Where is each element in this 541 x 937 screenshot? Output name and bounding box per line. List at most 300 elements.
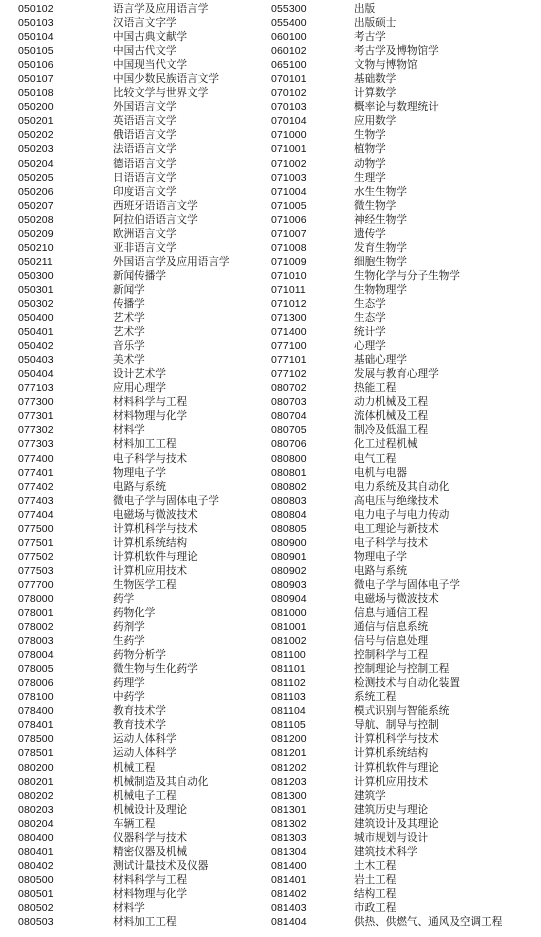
list-item [271, 381, 539, 395]
subject-code: 078003 [18, 635, 54, 648]
subject-code: 050201 [18, 115, 54, 128]
list-item [271, 676, 539, 690]
list-item [271, 620, 539, 634]
subject-code: 080703 [271, 396, 307, 409]
list-item [18, 311, 268, 325]
subject-name: 生物物理学 [354, 283, 407, 296]
subject-name: 材料学 [113, 424, 145, 437]
list-item [18, 676, 268, 690]
subject-name: 汉语言文字学 [113, 17, 177, 30]
subject-name: 中药学 [113, 691, 145, 704]
subject-name: 通信与信息系统 [354, 621, 429, 634]
subject-code: 081404 [271, 916, 307, 929]
list-item [18, 761, 268, 775]
left-column [18, 2, 268, 929]
subject-name: 细胞生物学 [354, 255, 407, 268]
list-item [271, 213, 539, 227]
list-item [271, 466, 539, 480]
subject-code: 077100 [271, 340, 307, 353]
subject-name: 控制理论与控制工程 [354, 663, 450, 676]
list-item [271, 241, 539, 255]
subject-name: 外国语言学及应用语言学 [113, 255, 230, 268]
list-item [18, 578, 268, 592]
subject-code: 080706 [271, 438, 307, 451]
subject-name: 心理学 [354, 340, 386, 353]
list-item [271, 72, 539, 86]
subject-code: 080704 [271, 410, 307, 423]
subject-name: 建筑技术科学 [354, 845, 418, 858]
list-item [18, 873, 268, 887]
subject-name: 计算机应用技术 [113, 564, 188, 577]
subject-name: 物理电子学 [354, 550, 407, 563]
subject-name: 药学 [113, 592, 135, 605]
list-item [18, 634, 268, 648]
subject-code: 071012 [271, 297, 307, 310]
list-item [18, 803, 268, 817]
list-item [18, 423, 268, 437]
list-item [271, 648, 539, 662]
list-item [18, 452, 268, 466]
subject-name: 电路与系统 [113, 480, 166, 493]
list-item [18, 325, 268, 339]
subject-code: 078002 [18, 621, 54, 634]
list-item [271, 311, 539, 325]
subject-name: 市政工程 [354, 902, 397, 914]
list-item [271, 564, 539, 578]
subject-name: 运动人体科学 [113, 747, 177, 760]
list-item [18, 508, 268, 522]
subject-code: 077503 [18, 564, 54, 577]
list-item [271, 578, 539, 592]
subject-name: 新闻学 [113, 283, 145, 296]
subject-name: 药剂学 [113, 621, 145, 634]
subject-name: 德语语言文学 [113, 157, 177, 170]
list-item [271, 690, 539, 704]
list-item [271, 480, 539, 494]
subject-code: 050108 [18, 87, 54, 100]
subject-name: 考古学及博物馆学 [354, 45, 439, 58]
subject-name: 文物与博物馆 [354, 59, 418, 72]
subject-name: 电磁场与微波技术 [354, 592, 439, 605]
subject-code: 050200 [18, 101, 54, 114]
subject-code: 071006 [271, 213, 307, 226]
subject-code: 081105 [271, 719, 306, 732]
list-item [18, 845, 268, 859]
list-item [271, 227, 539, 241]
subject-code: 080802 [271, 480, 307, 493]
subject-code: 081202 [271, 761, 307, 774]
list-item [18, 775, 268, 789]
subject-name: 流体机械及工程 [354, 410, 429, 423]
subject-name: 材料科学与工程 [113, 396, 188, 409]
subject-code: 080705 [271, 424, 307, 437]
subject-name: 应用数学 [354, 115, 397, 128]
subject-name: 土木工程 [354, 859, 397, 872]
subject-code: 078001 [18, 607, 54, 620]
subject-name: 法语语言文学 [113, 143, 177, 156]
list-item [271, 761, 539, 775]
list-item [271, 789, 539, 803]
subject-name: 制冷及低温工程 [354, 424, 429, 437]
subject-name: 传播学 [113, 297, 145, 310]
subject-name: 药物分析学 [113, 649, 166, 662]
subject-name: 微电子学与固体电子学 [113, 494, 219, 507]
list-item [271, 437, 539, 451]
subject-code: 077404 [18, 508, 54, 521]
subject-name: 生态学 [354, 312, 386, 325]
list-item [18, 199, 268, 213]
subject-code: 050211 [18, 255, 53, 268]
list-item [18, 522, 268, 536]
list-item [271, 606, 539, 620]
list-item [271, 44, 539, 58]
subject-code: 077501 [18, 536, 54, 549]
subject-code: 080501 [18, 887, 54, 900]
subject-code: 081001 [271, 621, 307, 634]
subject-code: 050206 [18, 185, 54, 198]
subject-name: 概率论与数理统计 [354, 101, 439, 114]
subject-code: 080702 [271, 382, 307, 395]
subject-name: 微生物与生化药学 [113, 663, 198, 676]
subject-code: 078005 [18, 663, 54, 676]
subject-name: 车辆工程 [113, 817, 156, 830]
subject-name: 机械制造及其自动化 [113, 775, 209, 788]
list-item [18, 494, 268, 508]
subject-code: 077302 [18, 424, 54, 437]
subject-code: 050209 [18, 227, 54, 240]
subject-code: 080900 [271, 536, 307, 549]
list-item [18, 213, 268, 227]
subject-name: 生态学 [354, 297, 386, 310]
subject-code: 077700 [18, 578, 54, 591]
list-item [271, 536, 539, 550]
list-item [18, 662, 268, 676]
list-item [271, 128, 539, 142]
subject-code: 078400 [18, 705, 54, 718]
subject-code: 080401 [18, 845, 54, 858]
subject-code: 081201 [271, 747, 307, 760]
subject-name: 材料加工工程 [113, 916, 177, 929]
subject-code: 050208 [18, 213, 54, 226]
list-item [271, 269, 539, 283]
list-item [271, 114, 539, 128]
list-item [18, 831, 268, 845]
list-item [18, 466, 268, 480]
subject-code: 077103 [18, 382, 54, 395]
subject-code: 081301 [271, 803, 307, 816]
subject-code: 081103 [271, 691, 306, 704]
subject-code: 077502 [18, 550, 54, 563]
list-item [18, 339, 268, 353]
subject-name: 计算机科学与技术 [354, 733, 439, 746]
subject-code: 050104 [18, 31, 54, 44]
subject-code: 081104 [271, 705, 306, 718]
subject-name: 物理电子学 [113, 466, 166, 479]
list-item [271, 325, 539, 339]
list-item [271, 283, 539, 297]
subject-code: 050302 [18, 297, 54, 310]
subject-code: 050403 [18, 354, 54, 367]
subject-code: 078006 [18, 677, 54, 690]
subject-name: 设计艺术学 [113, 368, 166, 381]
list-item [271, 2, 539, 16]
list-item [18, 592, 268, 606]
subject-code: 081200 [271, 733, 307, 746]
subject-code: 071300 [271, 312, 307, 325]
subject-name: 模式识别与智能系统 [354, 705, 450, 718]
subject-name: 中国古典文献学 [113, 31, 188, 44]
subject-code: 071007 [271, 227, 307, 240]
subject-code: 081402 [271, 887, 307, 900]
subject-name: 生药学 [113, 635, 145, 648]
subject-code: 078500 [18, 733, 54, 746]
list-item [18, 817, 268, 831]
list-item [18, 353, 268, 367]
subject-code: 070103 [271, 101, 307, 114]
subject-code: 050102 [18, 3, 54, 15]
subject-name: 系统工程 [354, 691, 397, 704]
subject-name: 植物学 [354, 143, 386, 156]
subject-code: 070104 [271, 115, 307, 128]
subject-code: 077400 [18, 452, 54, 465]
subject-name: 生理学 [354, 171, 386, 184]
subject-name: 检测技术与自动化装置 [354, 677, 460, 690]
subject-code: 080200 [18, 761, 54, 774]
list-item [18, 157, 268, 171]
subject-code: 071001 [271, 143, 307, 156]
list-item [271, 634, 539, 648]
list-item [271, 718, 539, 732]
list-item [271, 550, 539, 564]
list-item [18, 100, 268, 114]
subject-code: 080803 [271, 494, 307, 507]
list-item [18, 536, 268, 550]
list-item [271, 873, 539, 887]
subject-name: 艺术学 [113, 312, 145, 325]
subject-code: 050106 [18, 59, 54, 72]
subject-code: 071002 [271, 157, 307, 170]
list-item [271, 423, 539, 437]
list-item [271, 831, 539, 845]
subject-name: 出版 [354, 3, 376, 15]
right-column [271, 2, 539, 929]
subject-code: 050203 [18, 143, 54, 156]
list-item [18, 620, 268, 634]
list-item [271, 494, 539, 508]
subject-name: 中国少数民族语言文学 [113, 73, 219, 86]
list-item [271, 409, 539, 423]
list-item [18, 58, 268, 72]
subject-code: 050204 [18, 157, 54, 170]
subject-name: 水生生物学 [354, 185, 407, 198]
list-item [18, 395, 268, 409]
list-item [18, 732, 268, 746]
subject-name: 基础心理学 [354, 354, 407, 367]
subject-name: 信号与信息处理 [354, 635, 429, 648]
list-item [18, 255, 268, 269]
subject-code: 077500 [18, 522, 54, 535]
list-item [18, 30, 268, 44]
subject-name: 计算机应用技术 [354, 775, 429, 788]
list-item [18, 297, 268, 311]
subject-name: 考古学 [354, 31, 386, 44]
list-item [18, 901, 268, 915]
subject-code: 078401 [18, 719, 54, 732]
subject-code: 060102 [271, 45, 307, 58]
subject-code: 080805 [271, 522, 307, 535]
subject-name: 统计学 [354, 326, 386, 339]
subject-code: 050401 [18, 326, 54, 339]
subject-code: 050210 [18, 241, 54, 254]
list-item [271, 915, 539, 929]
list-item [271, 297, 539, 311]
subject-name: 机械电子工程 [113, 789, 177, 802]
subject-name: 英语语言文学 [113, 115, 177, 128]
list-item [271, 58, 539, 72]
subject-name: 俄语语言文学 [113, 129, 177, 142]
subject-code: 077300 [18, 396, 54, 409]
subject-code: 050202 [18, 129, 54, 142]
subject-code: 080901 [271, 550, 307, 563]
list-item [18, 72, 268, 86]
subject-code: 081102 [271, 677, 306, 690]
subject-code: 050400 [18, 312, 54, 325]
subject-code: 050103 [18, 17, 54, 30]
list-item [271, 845, 539, 859]
subject-code: 050205 [18, 171, 54, 184]
subject-name: 阿拉伯语语言文学 [113, 213, 198, 226]
subject-name: 导航、制导与控制 [354, 719, 439, 732]
subject-code: 050207 [18, 199, 54, 212]
subject-code: 077301 [18, 410, 54, 423]
subject-name: 控制科学与工程 [354, 649, 429, 662]
subject-name: 仪器科学与技术 [113, 831, 188, 844]
subject-code: 080203 [18, 803, 54, 816]
subject-code: 081300 [271, 789, 307, 802]
subject-name: 城市规划与设计 [354, 831, 429, 844]
subject-code: 080804 [271, 508, 307, 521]
subject-name: 中国古代文学 [113, 45, 177, 58]
list-item [271, 199, 539, 213]
subject-code: 080800 [271, 452, 307, 465]
subject-name: 化工过程机械 [354, 438, 418, 451]
list-item [271, 86, 539, 100]
subject-code: 080202 [18, 789, 54, 802]
subject-name: 应用心理学 [113, 382, 166, 395]
subject-name: 材料加工工程 [113, 438, 177, 451]
subject-code: 081100 [271, 649, 306, 662]
subject-name: 材料学 [113, 902, 145, 914]
subject-name: 计算数学 [354, 87, 397, 100]
list-item [18, 409, 268, 423]
subject-name: 岩土工程 [354, 873, 397, 886]
subject-code: 065100 [271, 59, 307, 72]
subject-name: 出版硕士 [354, 17, 397, 30]
subject-code: 080500 [18, 873, 54, 886]
subject-code: 070101 [271, 73, 307, 86]
list-item [271, 100, 539, 114]
subject-name: 计算机软件与理论 [354, 761, 439, 774]
subject-name: 供热、供燃气、通风及空调工程 [354, 916, 503, 929]
list-item [271, 803, 539, 817]
subject-code: 077303 [18, 438, 54, 451]
list-item [271, 452, 539, 466]
subject-name: 印度语言文学 [113, 185, 177, 198]
list-item [18, 227, 268, 241]
subject-name: 测试计量技术及仪器 [113, 859, 209, 872]
subject-name: 机械设计及理论 [113, 803, 188, 816]
list-item [18, 606, 268, 620]
subject-code: 055400 [271, 17, 307, 30]
subject-code: 077402 [18, 480, 54, 493]
list-item [18, 480, 268, 494]
subject-name: 神经生物学 [354, 213, 407, 226]
subject-name: 发育生物学 [354, 241, 407, 254]
subject-code: 081303 [271, 831, 307, 844]
list-item [271, 817, 539, 831]
list-item [18, 564, 268, 578]
list-item [18, 367, 268, 381]
subject-code: 080801 [271, 466, 307, 479]
subject-code: 071010 [271, 269, 307, 282]
subject-code: 077102 [271, 368, 307, 381]
subject-code: 081401 [271, 873, 307, 886]
list-item [271, 395, 539, 409]
subject-name: 比较文学与世界文学 [113, 87, 209, 100]
subject-code: 080902 [271, 564, 307, 577]
list-item [18, 269, 268, 283]
subject-code: 080903 [271, 578, 307, 591]
subject-code: 081203 [271, 775, 307, 788]
list-item [18, 718, 268, 732]
subject-name: 电工理论与新技术 [354, 522, 439, 535]
subject-name: 建筑历史与理论 [354, 803, 429, 816]
list-item [271, 157, 539, 171]
subject-code: 081002 [271, 635, 307, 648]
subject-name: 基础数学 [354, 73, 397, 86]
subject-code: 071004 [271, 185, 307, 198]
subject-name: 发展与教育心理学 [354, 368, 439, 381]
subject-name: 生物化学与分子生物学 [354, 269, 460, 282]
subject-name: 欧洲语言文学 [113, 227, 177, 240]
subject-code: 071008 [271, 241, 307, 254]
list-item [18, 16, 268, 30]
subject-code: 078100 [18, 691, 54, 704]
subject-code: 081101 [271, 663, 306, 676]
list-item [271, 775, 539, 789]
subject-name: 新闻传播学 [113, 269, 166, 282]
subject-code: 080904 [271, 592, 307, 605]
subject-name: 电力系统及其自动化 [354, 480, 450, 493]
subject-code: 071011 [271, 283, 306, 296]
subject-name: 电子科学与技术 [113, 452, 188, 465]
subject-name: 语言学及应用语言学 [113, 3, 209, 15]
list-item [271, 662, 539, 676]
subject-name: 电力电子与电力传动 [354, 508, 450, 521]
subject-name: 生物学 [354, 129, 386, 142]
subject-code: 080400 [18, 831, 54, 844]
list-item [271, 30, 539, 44]
subject-name: 外国语言文学 [113, 101, 177, 114]
subject-name: 精密仪器及机械 [113, 845, 188, 858]
list-item [18, 550, 268, 564]
list-item [271, 746, 539, 760]
subject-code: 080502 [18, 902, 54, 914]
list-item [18, 185, 268, 199]
subject-name: 电磁场与微波技术 [113, 508, 198, 521]
subject-code: 081400 [271, 859, 307, 872]
subject-name: 电路与系统 [354, 564, 407, 577]
